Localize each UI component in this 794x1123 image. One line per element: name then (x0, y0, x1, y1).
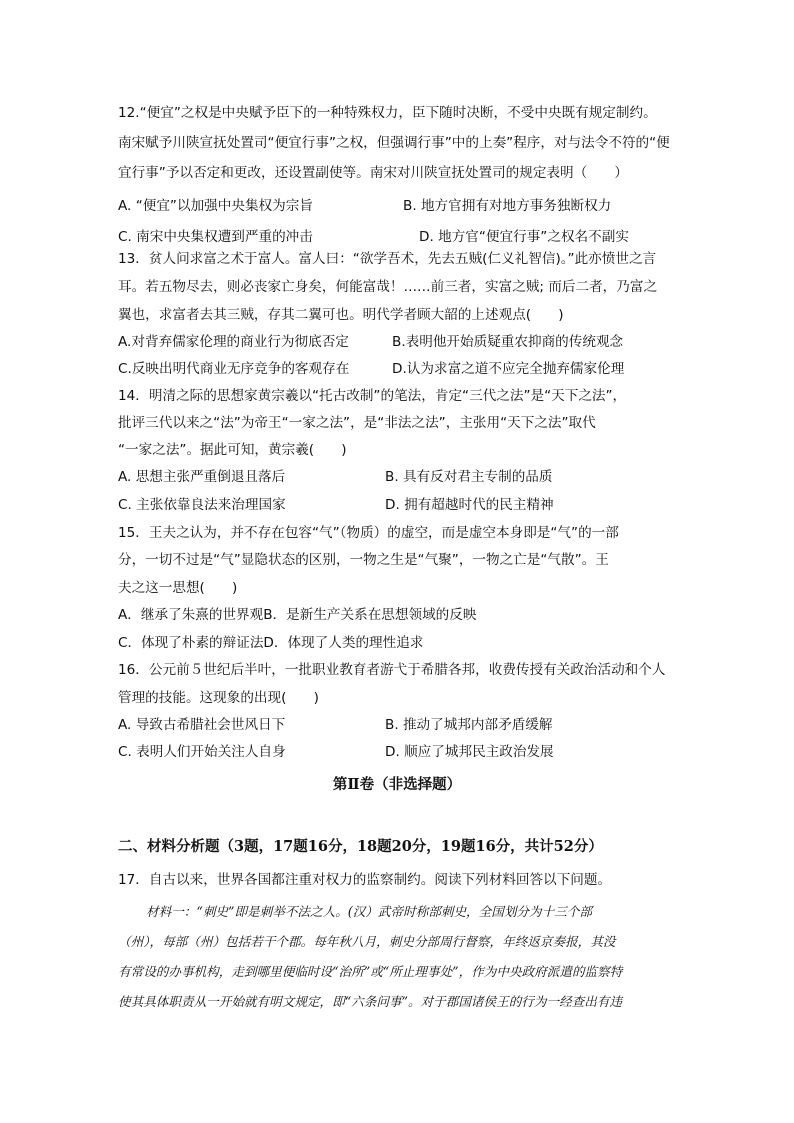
q14-line-2: 批评三代以来之“法”为帝王“一家之法”，是“非法之法”，主张用“天下之法”取代 (118, 415, 596, 431)
q13-line-1: 13．贫人问求富之术于富人。富人曰：“欲学吾术，先去五贼(仁义礼智信)。”此亦愤世之言 (118, 251, 657, 267)
q12-option-b: B. 地方官拥有对地方事务独断权力 (403, 198, 612, 214)
q14-line-3: “一家之法”。据此可知，黄宗羲( ) (118, 442, 347, 458)
q15-line-2: 分，一切不过是“气”显隐状态的区别，一物之生是“气聚”，一物之亡是“气散”。王 (118, 552, 609, 568)
q14-option-a: A. 思想主张严重倒退且落后 (118, 469, 286, 485)
q14-line-1: 14．明清之际的思想家黄宗羲以“托古改制”的笔法，肯定“三代之法”是“天下之法”， (118, 388, 627, 404)
q14-option-c: C. 主张依靠良法来治理国家 (118, 497, 286, 513)
q12-option-a: A. “便宜”以加强中央集权为宗旨 (118, 198, 313, 214)
q15-line-3: 夫之这一思想( ) (118, 580, 238, 596)
q15-line-1: 15．王夫之认为，并不存在包容“气”（物质）的虚空，而是虚空本身即是“气”的一部 (118, 525, 619, 541)
q15-options-ab: A．继承了朱熹的世界观B．是新生产关系在思想领域的反映 (118, 607, 477, 623)
q14-option-d: D. 拥有超越时代的民主精神 (385, 497, 554, 513)
q16-line-2: 管理的技能。这现象的出现( ) (118, 690, 319, 706)
section-heading: 二、材料分析题（3题，17题16分，18题20分，19题16分，共计52分） (118, 838, 603, 855)
q12-line-1: 12.“便宜”之权是中央赋予臣下的一种特殊权力，臣下随时决断，不受中央既有规定制约。 (118, 105, 657, 121)
q17-material-line-1: 材料一：“刺史”即是刺举不法之人。(汉）武帝时称部刺史，全国划分为十三个部 (146, 904, 592, 919)
q13-line-2: 耳。若五物尽去，则必丧家亡身矣，何能富哉！……前三者，实富之贼; 而后二者，乃富之 (118, 279, 658, 295)
q12-line-3: 宜行事”予以否定和更改，还设置副使等。南宋对川陕宣抚处置司的规定表明（ ） (118, 165, 629, 181)
q12-option-c: C. 南宋中央集权遭到严重的冲击 (118, 229, 313, 245)
q13-line-3: 翼也，求富者去其三贼，存其二翼可也。明代学者顾大韶的上述观点( ) (118, 307, 564, 323)
q12-line-2: 南宋赋予川陕宣抚处置司“便宜行事”之权，但强调行事”中的上奏”程序，对与法令不符的“便 (118, 135, 670, 151)
q16-option-a: A. 导致古希腊社会世风日下 (118, 717, 286, 733)
q12-option-d: D. 地方官“便宜行事”之权名不副实 (419, 229, 629, 245)
q15-options-cd: C．体现了朴素的辩证法D．体现了人类的理性追求 (118, 635, 424, 651)
q14-option-b: B. 具有反对君主专制的品质 (385, 469, 553, 485)
q13-option-a: A.对背弃儒家伦理的商业行为彻底否定 (118, 334, 349, 350)
q17-material-line-4: 使其具体职责从一开始就有明文规定，即“六条问事”。对于郡国诸侯王的行为一经查出有违 (118, 994, 623, 1009)
q16-option-b: B. 推动了城邦内部矛盾缓解 (385, 717, 553, 733)
q17-material-line-3: 有常设的办事机构，走到哪里便临时设“治所”或“所止理事处”，作为中央政府派遣的监察特 (118, 964, 623, 979)
q16-option-d: D. 顺应了城邦民主政治发展 (385, 744, 554, 760)
q16-option-c: C. 表明人们开始关注人自身 (118, 744, 286, 760)
q13-option-b: B.表明他开始质疑重农抑商的传统观念 (392, 334, 624, 350)
q13-option-c: C.反映出明代商业无序竞争的客观存在 (118, 361, 350, 377)
q17-line-1: 17．自古以来，世界各国都注重对权力的监察制约。阅读下列材料回答以下问题。 (118, 872, 612, 888)
q16-line-1: 16．公元前５世纪后半叶，一批职业教育者游弋于希腊各邦，收费传授有关政治活动和个人 (118, 662, 666, 678)
q17-material-line-2: （州），每部（州）包括若干个郡。每年秋八月，刺史分部周行督察，年终返京奏报，其没 (118, 934, 616, 949)
q13-option-d: D.认为求富之道不应完全抛弃儒家伦理 (392, 361, 625, 377)
section-title: 第Ⅱ卷（非选择题） (332, 776, 462, 793)
